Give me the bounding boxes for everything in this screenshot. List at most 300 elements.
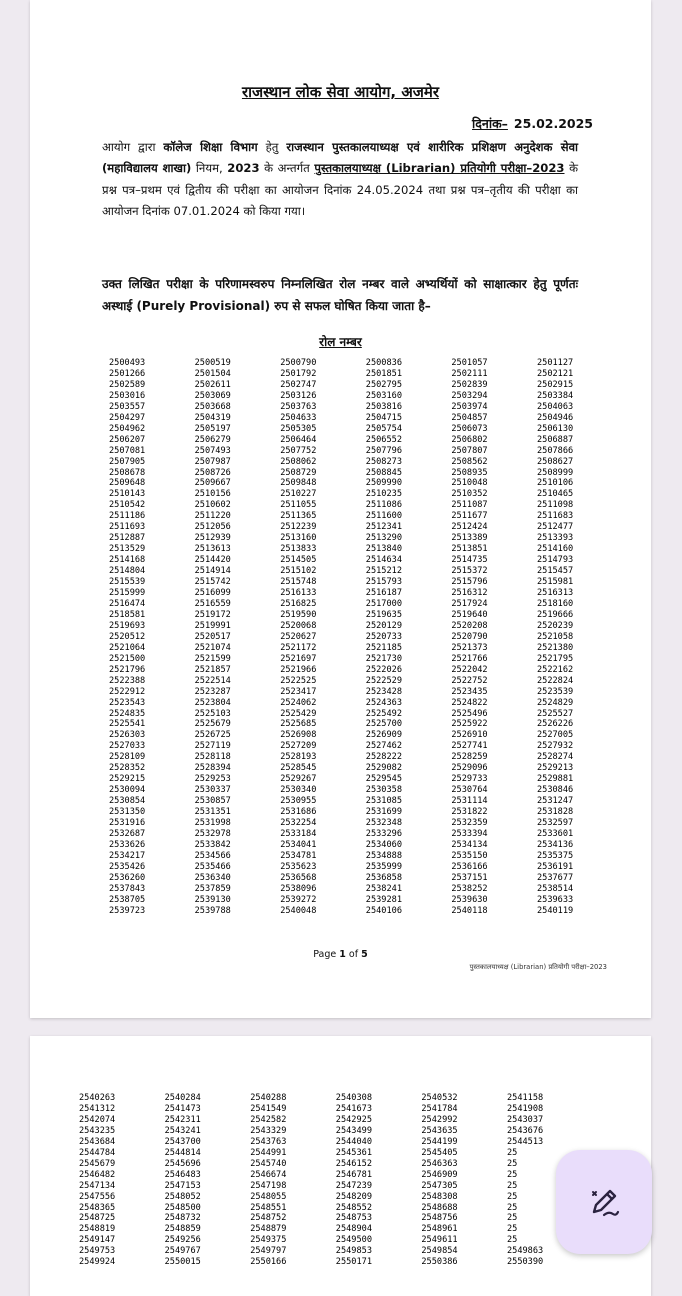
roll-number-cell: 25	[506, 1224, 518, 1235]
roll-number-cell: 2535466	[194, 861, 231, 872]
roll-number-cell: 2523435	[451, 686, 488, 697]
page-number	[30, 949, 651, 960]
roll-number-cell: 2513613	[194, 544, 231, 555]
roll-number-cell: 2540048	[280, 905, 317, 916]
roll-number-cell: 2514160	[536, 544, 574, 555]
roll-number-cell: 2530337	[194, 785, 231, 796]
roll-number-cell: 2548732	[164, 1213, 201, 1224]
roll-number-cell: 2515457	[536, 566, 574, 577]
roll-number-cell: 2531350	[109, 807, 146, 818]
roll-number-cell: 2526910	[451, 730, 488, 741]
roll-number-cell: 2537859	[194, 883, 231, 894]
roll-number-cell: 2534041	[280, 839, 317, 850]
roll-number-cell: 2541473	[164, 1103, 201, 1114]
roll-number-cell: 2502611	[194, 379, 231, 390]
roll-number-cell: 2548500	[164, 1202, 201, 1213]
roll-number-cell: 2536858	[365, 872, 402, 883]
roll-number-cell: 2532348	[365, 818, 402, 829]
roll-number-cell: 2535375	[536, 850, 574, 861]
roll-number-cell: 2545405	[421, 1147, 458, 1158]
roll-number-cell: 2543763	[250, 1136, 287, 1147]
roll-number-cell: 2535150	[451, 850, 488, 861]
roll-number-cell: 2548551	[250, 1202, 287, 1213]
roll-number-cell: 2510048	[451, 478, 488, 489]
roll-number-cell: 2512887	[109, 533, 146, 544]
roll-number-cell: 2515372	[451, 566, 488, 577]
roll-number-cell: 2504319	[194, 412, 231, 423]
roll-number-cell: 2543235	[79, 1125, 116, 1136]
roll-number-cell: 2505754	[365, 423, 402, 434]
roll-number-cell: 2550015	[164, 1257, 201, 1268]
roll-number-cell: 2529213	[536, 763, 574, 774]
roll-number-cell: 2528545	[280, 763, 317, 774]
roll-number-cell: 25	[506, 1213, 518, 1224]
roll-number-cell: 2531998	[194, 818, 231, 829]
roll-number-cell: 2508273	[365, 456, 402, 467]
roll-number-cell: 2511098	[536, 500, 574, 511]
roll-number-cell: 2548552	[335, 1202, 372, 1213]
roll-number-cell: 2508726	[194, 467, 231, 478]
roll-number-cell: 2514634	[365, 555, 402, 566]
roll-number-cell: 2511087	[451, 500, 488, 511]
roll-number-cell: 2530846	[536, 785, 574, 796]
roll-number-cell: 2547134	[79, 1180, 116, 1191]
roll-number-cell: 2513851	[451, 544, 488, 555]
roll-number-cell: 2529253	[194, 774, 231, 785]
roll-number-cell: 2549147	[79, 1235, 116, 1246]
roll-number-cell: 2516313	[536, 588, 574, 599]
roll-number-cell: 2548365	[79, 1202, 116, 1213]
roll-number-cell: 2525922	[451, 719, 488, 730]
roll-number-cell: 2540284	[164, 1093, 201, 1103]
roll-number-cell: 2516825	[280, 598, 317, 609]
roll-number-cell: 2510465	[536, 489, 574, 500]
roll-number-cell: 2503160	[365, 390, 402, 401]
roll-number-cell: 2547305	[421, 1180, 458, 1191]
roll-number-cell: 2536191	[536, 861, 574, 872]
roll-number-cell: 2527932	[536, 741, 574, 752]
roll-number-cell: 2502111	[451, 368, 488, 379]
roll-number-cell: 2528193	[280, 752, 317, 763]
roll-number-cell: 2550166	[250, 1257, 287, 1268]
roll-number-cell: 2536340	[194, 872, 231, 883]
roll-number-cell: 2520512	[109, 631, 146, 642]
roll-number-cell: 2521599	[194, 653, 231, 664]
roll-number-cell: 2540106	[365, 905, 402, 916]
roll-number-cell: 2526303	[109, 730, 146, 741]
roll-number-cell: 2529733	[451, 774, 488, 785]
roll-number-cell: 2508627	[536, 456, 574, 467]
roll-number-cell: 2548961	[421, 1224, 458, 1235]
roll-number-cell: 2541158	[506, 1093, 544, 1103]
roll-number-cell: 2503069	[194, 390, 231, 401]
roll-number-cell: 2548819	[79, 1224, 116, 1235]
roll-number-cell: 2520068	[280, 620, 317, 631]
notice-date	[472, 115, 593, 132]
roll-number-cell: 2522388	[109, 675, 146, 686]
roll-number-cell: 2512056	[194, 522, 231, 533]
roll-number-cell: 2515999	[109, 588, 146, 599]
roll-number-cell: 2543700	[164, 1136, 201, 1147]
roll-number-cell: 2541312	[79, 1103, 116, 1114]
roll-number-cell: 2544991	[250, 1147, 287, 1158]
intro-text-run: के अन्तर्गत	[259, 161, 315, 176]
roll-number-cell: 2529096	[451, 763, 488, 774]
roll-number-cell: 2546674	[250, 1169, 287, 1180]
roll-number-cell: 2533394	[451, 828, 488, 839]
roll-number-cell: 2527033	[109, 741, 146, 752]
roll-number-cell: 2544814	[164, 1147, 201, 1158]
roll-number-cell: 2511677	[451, 511, 488, 522]
roll-number-cell: 2516133	[280, 588, 317, 599]
roll-number-cell: 2548209	[335, 1191, 372, 1202]
roll-number-cell: 2528352	[109, 763, 146, 774]
roll-number-cell: 2521058	[536, 631, 574, 642]
roll-number-cell: 2500519	[194, 358, 231, 368]
roll-number-cell: 2548725	[79, 1213, 116, 1224]
roll-number-cell: 2528394	[194, 763, 231, 774]
roll-number-cell: 2521380	[536, 642, 574, 653]
roll-number-cell: 2523539	[536, 686, 574, 697]
roll-number-cell: 2510227	[280, 489, 317, 500]
intro-text-run: 2023	[227, 161, 260, 176]
roll-number-cell: 2521795	[536, 653, 574, 664]
roll-number-cell: 2539630	[451, 894, 488, 905]
intro-text-run: राजस्थान पुस्तकालयाध्यक्ष एवं शारीरिक प्रशिक्षण अनुदेशक सेवा (महाविद्यालय शाखा)	[102, 140, 579, 176]
roll-number-cell: 2529215	[109, 774, 146, 785]
roll-number-cell: 2534888	[365, 850, 402, 861]
roll-number-cell: 2511220	[194, 511, 231, 522]
roll-number-cell: 2545696	[164, 1158, 201, 1169]
roll-number-cell: 2522752	[451, 675, 488, 686]
roll-number-cell: 25	[506, 1235, 518, 1246]
roll-number-cell: 2540308	[335, 1093, 372, 1103]
roll-number-cell: 2517924	[451, 598, 488, 609]
roll-number-cell: 2525496	[451, 708, 488, 719]
roll-number-cell: 2502795	[365, 379, 402, 390]
roll-number-cell: 2511055	[280, 500, 317, 511]
roll-number-cell: 2531114	[451, 796, 488, 807]
roll-number-cell: 2530340	[280, 785, 317, 796]
pen-sparkle-icon	[584, 1182, 624, 1222]
roll-number-cell: 2530764	[451, 785, 488, 796]
roll-number-cell: 2549924	[79, 1257, 116, 1268]
roll-number-cell: 2534781	[280, 850, 317, 861]
roll-number-cell: 2532254	[280, 818, 317, 829]
roll-number-cell: 2543635	[421, 1125, 458, 1136]
roll-number-cell: 2542925	[335, 1114, 372, 1125]
roll-number-cell: 25	[506, 1169, 518, 1180]
roll-number-cell: 2548688	[421, 1202, 458, 1213]
roll-number-cell: 2531686	[280, 807, 317, 818]
roll-number-cell: 2529545	[365, 774, 402, 785]
roll-number-cell: 2515212	[365, 566, 402, 577]
roll-number-cell: 2532597	[536, 818, 574, 829]
date-value: 25.02.2025	[513, 116, 593, 131]
roll-number-cell: 2510143	[109, 489, 146, 500]
roll-number-cell: 2533601	[536, 828, 574, 839]
roll-number-cell: 2515796	[451, 577, 488, 588]
roll-number-cell: 2528222	[365, 752, 402, 763]
roll-number-cell: 2507905	[109, 456, 146, 467]
roll-number-table-page-2	[79, 1093, 593, 1268]
roll-number-heading: रोल नम्बर	[319, 335, 362, 349]
roll-number-cell: 25	[506, 1202, 518, 1213]
roll-number-cell: 2537151	[451, 872, 488, 883]
roll-number-cell: 2532978	[194, 828, 231, 839]
roll-number-cell: 2540263	[79, 1093, 116, 1103]
roll-number-cell: 2523428	[365, 686, 402, 697]
roll-number-cell: 2531247	[536, 796, 574, 807]
roll-number-cell: 2549375	[250, 1235, 287, 1246]
roll-number-cell: 2503974	[451, 401, 488, 412]
roll-number-cell: 2514168	[109, 555, 146, 566]
roll-number-cell: 2542311	[164, 1114, 201, 1125]
roll-number-cell: 2528109	[109, 752, 146, 763]
roll-number-cell: 2545740	[250, 1158, 287, 1169]
roll-number-cell: 2543684	[79, 1136, 116, 1147]
roll-number-cell: 2548756	[421, 1213, 458, 1224]
roll-number-cell: 2539788	[194, 905, 231, 916]
roll-number-cell: 2524822	[451, 697, 488, 708]
roll-number-cell: 2511086	[365, 500, 402, 511]
roll-number-cell: 2503126	[280, 390, 317, 401]
roll-number-cell: 2522514	[194, 675, 231, 686]
roll-number-cell: 2521966	[280, 664, 317, 675]
roll-number-cell: 2524062	[280, 697, 317, 708]
roll-number-cell: 2548052	[164, 1191, 201, 1202]
roll-number-cell: 2508935	[451, 467, 488, 478]
roll-number-cell: 2521796	[109, 664, 146, 675]
roll-number-cell: 2525541	[109, 719, 146, 730]
roll-number-cell: 2549854	[421, 1246, 458, 1257]
roll-number-cell: 2507081	[109, 445, 146, 456]
roll-number-cell: 2519991	[194, 620, 231, 631]
date-label: दिनांक–	[472, 116, 508, 131]
roll-number-cell: 2549256	[164, 1235, 201, 1246]
roll-number-cell: 2527005	[536, 730, 574, 741]
roll-number-cell: 2543037	[506, 1114, 544, 1125]
roll-number-cell: 2519666	[536, 609, 574, 620]
roll-number-cell: 2537677	[536, 872, 574, 883]
roll-number-cell: 2506207	[109, 434, 146, 445]
roll-number-cell: 2506130	[536, 423, 574, 434]
roll-number-cell: 2507493	[194, 445, 231, 456]
roll-number-cell: 2539130	[194, 894, 231, 905]
roll-number-cell: 2503557	[109, 401, 146, 412]
roll-number-cell: 2503763	[280, 401, 317, 412]
roll-number-cell: 2548308	[421, 1191, 458, 1202]
roll-number-cell: 2507987	[194, 456, 231, 467]
roll-number-cell: 2508562	[451, 456, 488, 467]
roll-number-cell: 2519635	[365, 609, 402, 620]
roll-number-cell: 2509667	[194, 478, 231, 489]
roll-number-cell: 2539281	[365, 894, 402, 905]
roll-number-cell: 2514793	[536, 555, 574, 566]
roll-number-cell: 2508729	[280, 467, 317, 478]
roll-number-cell: 2501504	[194, 368, 231, 379]
roll-number-cell: 2513529	[109, 544, 146, 555]
roll-number-cell: 2504297	[109, 412, 146, 423]
roll-number-cell: 2512477	[536, 522, 574, 533]
roll-number-cell: 2525103	[194, 708, 231, 719]
roll-number-cell: 2513393	[536, 533, 574, 544]
roll-number-cell: 2547556	[79, 1191, 116, 1202]
roll-number-cell: 2513840	[365, 544, 402, 555]
roll-number-cell: 2521500	[109, 653, 146, 664]
roll-number-cell: 2519693	[109, 620, 146, 631]
roll-number-cell: 2517000	[365, 598, 402, 609]
roll-number-cell: 2508845	[365, 467, 402, 478]
roll-number-cell: 2527462	[365, 741, 402, 752]
roll-number-cell: 2546909	[421, 1169, 458, 1180]
roll-number-cell: 2520129	[365, 620, 402, 631]
roll-number-cell: 2501127	[536, 358, 574, 368]
roll-number-cell: 2532687	[109, 828, 146, 839]
roll-number-cell: 2540118	[451, 905, 488, 916]
roll-number-cell: 2506073	[451, 423, 488, 434]
roll-number-cell: 2508062	[280, 456, 317, 467]
roll-number-cell: 2539723	[109, 905, 146, 916]
roll-number-cell: 2518160	[536, 598, 574, 609]
roll-number-cell: 2539272	[280, 894, 317, 905]
roll-number-cell: 2546482	[79, 1169, 116, 1180]
roll-number-cell: 2522042	[451, 664, 488, 675]
roll-number-cell: 2523543	[109, 697, 146, 708]
roll-number-cell: 2525429	[280, 708, 317, 719]
roll-number-cell: 2534134	[451, 839, 488, 850]
roll-number-cell: 2546781	[335, 1169, 372, 1180]
roll-number-cell: 2505305	[280, 423, 317, 434]
roll-number-cell: 2511600	[365, 511, 402, 522]
roll-number-cell: 2507752	[280, 445, 317, 456]
roll-number-cell: 2537843	[109, 883, 146, 894]
roll-number-cell: 2543499	[335, 1125, 372, 1136]
roll-number-cell: 2544040	[335, 1136, 372, 1147]
roll-number-cell: 2528274	[536, 752, 574, 763]
roll-number-cell: 2549863	[506, 1246, 544, 1257]
roll-number-cell: 2525700	[365, 719, 402, 730]
roll-number-cell: 2511683	[536, 511, 574, 522]
roll-number-cell: 2519172	[194, 609, 231, 620]
roll-number-cell: 2503294	[451, 390, 488, 401]
roll-number-cell: 2525492	[365, 708, 402, 719]
roll-number-cell: 2549767	[164, 1246, 201, 1257]
footer-note: पुस्तकालयाध्यक्ष (Librarian) प्रतियोगी परीक्षा–2023	[469, 963, 607, 971]
roll-number-cell: 2527209	[280, 741, 317, 752]
roll-number-cell: 2531085	[365, 796, 402, 807]
roll-number-cell: 2529082	[365, 763, 402, 774]
roll-number-cell: 2541549	[250, 1103, 287, 1114]
roll-number-cell: 2505197	[194, 423, 231, 434]
page-current: 1	[339, 949, 346, 960]
roll-number-cell: 2550390	[506, 1257, 544, 1268]
roll-number-cell: 2508678	[109, 467, 146, 478]
roll-number-cell: 2524363	[365, 697, 402, 708]
roll-number-cell: 2538241	[365, 883, 402, 894]
roll-number-cell: 2530857	[194, 796, 231, 807]
roll-number-cell: 2512239	[280, 522, 317, 533]
roll-number-cell: 2521373	[451, 642, 488, 653]
roll-number-cell: 2548752	[250, 1213, 287, 1224]
roll-number-cell: 2502915	[536, 379, 574, 390]
roll-number-cell: 2504715	[365, 412, 402, 423]
roll-number-cell: 2541908	[506, 1103, 544, 1114]
roll-number-cell: 2545679	[79, 1158, 116, 1169]
roll-number-cell: 2534566	[194, 850, 231, 861]
roll-number-cell: 2543241	[164, 1125, 201, 1136]
roll-number-cell: 2530955	[280, 796, 317, 807]
roll-number-cell: 2515748	[280, 577, 317, 588]
result-paragraph: उक्त लिखित परीक्षा के परिणामस्वरुप निम्नलिखित रोल नम्बर वाले अभ्यर्थियों को साक्षात्कार हेतु पूर्णतः अस्थाई (Purely Provisional) रुप से सफल घोषित किया जाता है–	[102, 277, 578, 313]
roll-number-cell: 2548904	[335, 1224, 372, 1235]
roll-number-cell: 2524829	[536, 697, 574, 708]
roll-number-cell: 25	[506, 1191, 518, 1202]
roll-number-cell: 2548055	[250, 1191, 287, 1202]
roll-number-cell: 2501792	[280, 368, 317, 379]
roll-number-cell: 25	[506, 1147, 518, 1158]
roll-number-table	[109, 358, 623, 917]
roll-number-cell: 2516559	[194, 598, 231, 609]
roll-number-cell: 2549611	[421, 1235, 458, 1246]
roll-number-cell: 2536166	[451, 861, 488, 872]
roll-number-cell: 2523417	[280, 686, 317, 697]
roll-number-cell: 2527119	[194, 741, 231, 752]
roll-number-cell: 2521730	[365, 653, 402, 664]
page-label: Page	[313, 949, 340, 960]
roll-number-cell: 2523804	[194, 697, 231, 708]
roll-number-cell: 2510352	[451, 489, 488, 500]
roll-number-cell: 2538252	[451, 883, 488, 894]
roll-number-cell: 2542074	[79, 1114, 116, 1125]
roll-number-cell: 2526226	[536, 719, 574, 730]
roll-number-cell: 2535623	[280, 861, 317, 872]
annotate-fab-button[interactable]	[556, 1150, 652, 1254]
roll-number-cell: 2533842	[194, 839, 231, 850]
roll-number-cell: 2514914	[194, 566, 231, 577]
roll-number-cell: 2534217	[109, 850, 146, 861]
roll-number-cell: 2504962	[109, 423, 146, 434]
roll-number-cell: 2511693	[109, 522, 146, 533]
page-of-label: of	[345, 949, 362, 960]
roll-number-cell: 2521185	[365, 642, 402, 653]
roll-number-cell: 2514804	[109, 566, 146, 577]
roll-number-cell: 2503384	[536, 390, 574, 401]
roll-number-cell: 2522525	[280, 675, 317, 686]
roll-number-cell: 2501851	[365, 368, 402, 379]
roll-number-cell: 2531699	[365, 807, 402, 818]
roll-number-cell: 2512939	[194, 533, 231, 544]
intro-text-run: आयोग द्वारा	[102, 140, 164, 154]
roll-number-cell: 2528259	[451, 752, 488, 763]
roll-number-cell: 2514420	[194, 555, 231, 566]
roll-number-cell: 2549500	[335, 1235, 372, 1246]
roll-number-cell: 2506802	[451, 434, 488, 445]
roll-number-cell: 2525685	[280, 719, 317, 730]
roll-number-cell: 2538705	[109, 894, 146, 905]
roll-number-cell: 2500493	[109, 358, 146, 368]
roll-number-cell: 2507866	[536, 445, 574, 456]
roll-number-cell: 2508999	[536, 467, 574, 478]
roll-number-cell: 2531822	[451, 807, 488, 818]
roll-number-cell: 2531916	[109, 818, 146, 829]
roll-number-cell: 2547239	[335, 1180, 372, 1191]
roll-number-cell: 2521766	[451, 653, 488, 664]
roll-number-cell: 2515539	[109, 577, 146, 588]
roll-number-cell: 2515981	[536, 577, 574, 588]
roll-number-cell: 2548879	[250, 1224, 287, 1235]
roll-number-cell: 2548753	[335, 1213, 372, 1224]
